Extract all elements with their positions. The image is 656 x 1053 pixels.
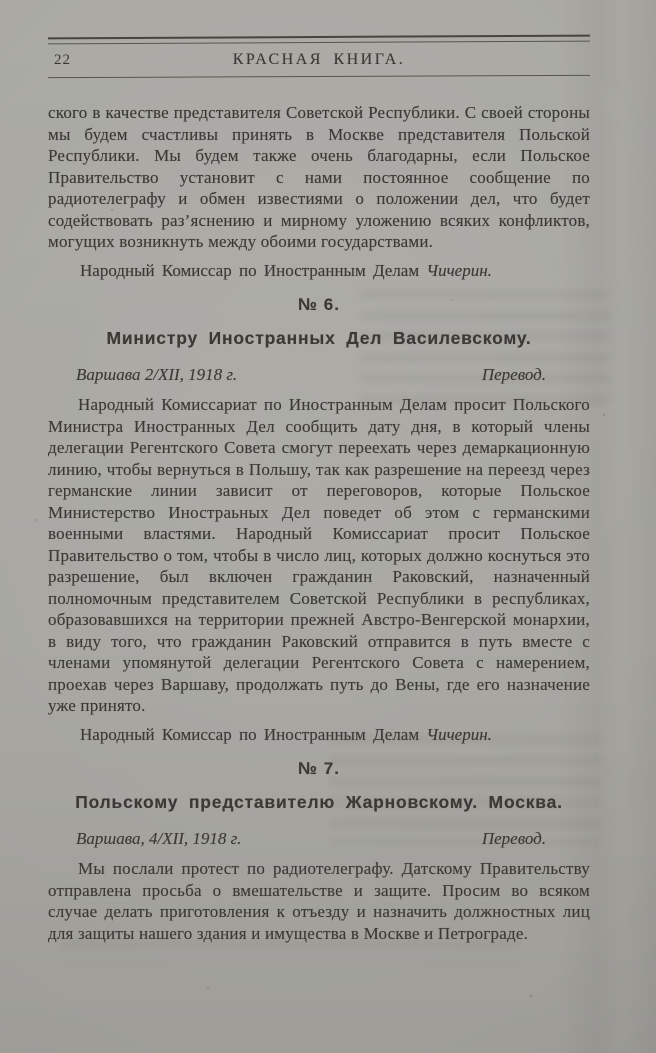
signature-name: Чичерин.	[426, 260, 492, 280]
dateline-row	[48, 829, 590, 849]
signature-line	[80, 724, 590, 746]
translation-label: Перевод.	[481, 365, 546, 384]
section-title: Министру Иностранных Дел Василевскому.	[106, 328, 532, 348]
section-paragraph: Мы послали протест по радиотелеграфу. Датскому Правительству отправлена просьба о вмешательстве и защите. Просим во всяком случае делать приготовления к отъезду и назначить должностных лиц для защиты нашего здания и имущества в Москве и Петрограде.	[48, 859, 590, 943]
dateline: Варшава 2/XII, 1918 г.	[76, 365, 238, 384]
signature-text: Народный Комиссар по Иностранным Делам	[80, 724, 420, 744]
section-paragraph: Народный Комиссариат по Иностранным Делам просит Польского Министра Иностранных Дел сообщить дату дня, в который члены делегации Регентского Совета смогут переехать через демаркационную линию, чтобы вернуться в Польшу, так как разрешение на переезд через германские линии зависит от переговоров, которые Польское Министерство Иностраьных Дел поведет об этом с германскими военными властями. Народный Комиссариат просит Польское Правительство о том, чтобы в число лиц, которых должно коснуться это разрешение, был включен гражданин Раковский, назначенный полномочным представителем Советской Республики в республиках, образовавшихся на территории прежней Австро-Венгерской монархии, в виду того, что гражданин Раковский отправится в путь вместе с членами упомянутой делегации Регентского Совета с намерением, проехав через Варшаву, продолжать путь до Вены, где его назначение уже принято.	[48, 395, 590, 715]
page-content	[48, 36, 590, 944]
document-section-6	[48, 295, 590, 745]
translation-label: Перевод.	[481, 829, 546, 848]
signature-text: Народный Комиссар по Иностранным Делам	[80, 260, 420, 280]
dateline-row	[48, 365, 590, 385]
dateline: Варшава, 4/XII, 1918 г.	[76, 829, 242, 848]
section-title: Польскому представителю Жарновскому. Москва.	[75, 792, 563, 812]
running-header	[48, 49, 590, 73]
header-bottom-rule	[48, 75, 590, 78]
section-number: № 6.	[298, 295, 340, 314]
signature-name: Чичерин.	[426, 724, 492, 744]
running-title: КРАСНАЯ КНИГА.	[232, 51, 406, 68]
header-top-rule	[48, 35, 590, 45]
signature-line	[80, 260, 590, 282]
section-number: № 7.	[298, 759, 340, 778]
document-section-7	[48, 759, 590, 944]
continuation-paragraph: ского в качестве представителя Советской Республики. С своей стороны мы будем счастливы принять в Москве представителя Польской Республики. Мы будем также очень благодарны, если Польское Правительство установит с нами постоянное сообщение по радиотелеграфу и обмен известиями о положении дел, что будет содействовать раз’яснению и мирному уложению всяких конфликтов, могущих возникнуть между обоими государствами.	[48, 103, 590, 251]
page-number: 22	[54, 52, 71, 68]
